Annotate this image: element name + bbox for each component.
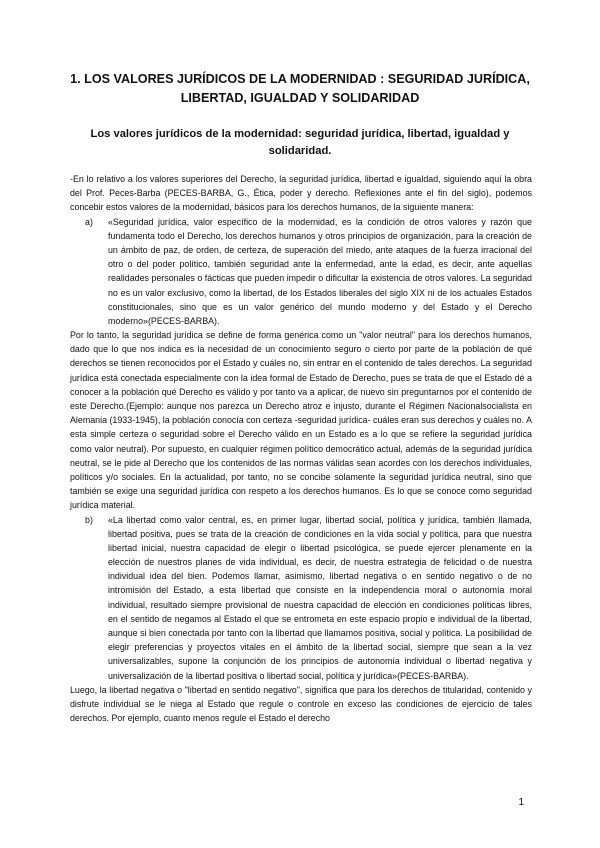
section-subheading: Los valores jurídicos de la modernidad: seguridad jurídica, libertad, igualdad y solidaridad. bbox=[90, 128, 510, 157]
document-heading: 1. LOS VALORES JURÍDICOS DE LA MODERNIDAD : SEGURIDAD JURÍDICA, LIBERTAD, IGUALDAD Y SOLIDARIDAD bbox=[70, 72, 530, 105]
list-item-a bbox=[70, 215, 532, 329]
list-item-b-letter: b) bbox=[85, 514, 93, 525]
page-number: 1 bbox=[518, 797, 524, 808]
intro-paragraph: -En lo relativo a los valores superiores del Derecho, la seguridad jurídica, libertad e igualdad, siguiendo aquí la obra del Prof. Peces-Barba (PECES-BARBA, G., Ética, poder y derecho. Reflexiones ante el fin del siglo), podemos concebir estos valores de la modernidad, básicos para los derechos humanos, de la siguiente manera: bbox=[70, 174, 532, 213]
list-item-a-letter: a) bbox=[85, 216, 93, 227]
list-item-b bbox=[70, 513, 532, 683]
paragraph-seguridad: Por lo tanto, la seguridad jurídica se define de forma genérica como un "valor neutral" para los derechos humanos, dado que lo que nos indica es la necesidad de un conocimiento seguro o cierto por parte de la población de qué derechos se tienen reconocidos por el Estado y cuáles no, sin entrar en el contenido de tales derechos. La seguridad jurídica está conectada especialmente con la idea formal de Estado de Derecho, pues se trata de que el Estado dé a conocer a la población qué Derecho es válido y por tanto va a aplicar, de nuevo sin preguntarnos por el contenido de este Derecho.(Ejemplo: aunque nos parezca un Derecho atroz e injusto, durante el Régimen Nacionalsocialista en Alemania (1933-1945), la población conocía con certeza -seguridad jurídica- cuáles eran sus derechos y cuáles no. A esta simple certeza o seguridad sobre el Derecho válido en un Estado es a lo que se refiere la seguridad jurídica como valor neutral). Por supuesto, en cualquier régimen político democrático actual, además de la seguridad jurídica neutral, se le pide al Derecho que los contenidos de las normas válidas sean acordes con los derechos individuales, políticos y/o sociales. En la actualidad, por tanto, no se concibe solamente la seguridad jurídica neutral, sino que también se exige una seguridad jurídica con respeto a los derechos humanos. Es lo que se conoce como seguridad jurídica material. bbox=[70, 330, 532, 511]
paragraph-libertad-negativa: Luego, la libertad negativa o "libertad en sentido negativo", significa que para los derechos de titularidad, contenido y disfrute individual se le niega al Estado que regule o controle en exceso las condiciones de ejercicio de tales derechos. Por ejemplo, cuanto menos regule el Estado el derecho bbox=[70, 684, 532, 724]
document-body bbox=[70, 172, 532, 725]
list-item-b-text: «La libertad como valor central, es, en primer lugar, libertad social, política y jurídica, también llamada, libertad positiva, pues se trata de la creación de condiciones en la vida social y política, para que nuestra libertad inicial, nuestra capacidad de elegir o libertad psicológica, se puede ejercer plenamente en la elección de nuestros planes de vida individual, es decir, de nuestra estrategia de felicidad o de nuestra individual idea del bien. Podemos llamar, asimismo, libertad negativa o en sentido negativo o de no intromisión del Estado, a esta libertad que consiste en la independencia moral o autonomía moral individual, resultado siempre provisional de nuestra capacidad de elección en condiciones políticas libres, en el sentido de negamos al Estado el que se entrometa en este espacio propio e individual de la libertad, aunque si bien conectada por tanto con la libertad que llamamos positiva, social y política. La posibilidad de elegir preferencias y proyectos vitales en el ámbito de la libertad social, siempre que sean a la vez universalizables, supone la conjunción de los principios de autonomía individual o libertad negativa y universalización de la libertad positiva o libertad social, política y jurídica»(PECES-BARBA). bbox=[108, 514, 532, 681]
list-item-a-text: «Seguridad jurídica, valor específico de la modernidad, es la condición de otros valores y razón que fundamenta todo el Derecho, los derechos humanos y otros principios de organización, para la creación de un ámbito de paz, de orden, de certeza, de superación del miedo, ante ataques de la fuerza irracional del otro o del poder político, también seguridad ante la enfermedad, ante la edad, es decir, ante aquellas realidades personales o fácticas que pueden impedir o dificultar la existencia de otros valores. La seguridad no es un valor exclusivo, como la libertad, de los Estados liberales del siglo XIX ni de los actuales Estados constitucionales, sino que es un valor genérico del mundo moderno y del Estado y el Derecho moderno»(PECES-BARBA). bbox=[108, 216, 532, 326]
